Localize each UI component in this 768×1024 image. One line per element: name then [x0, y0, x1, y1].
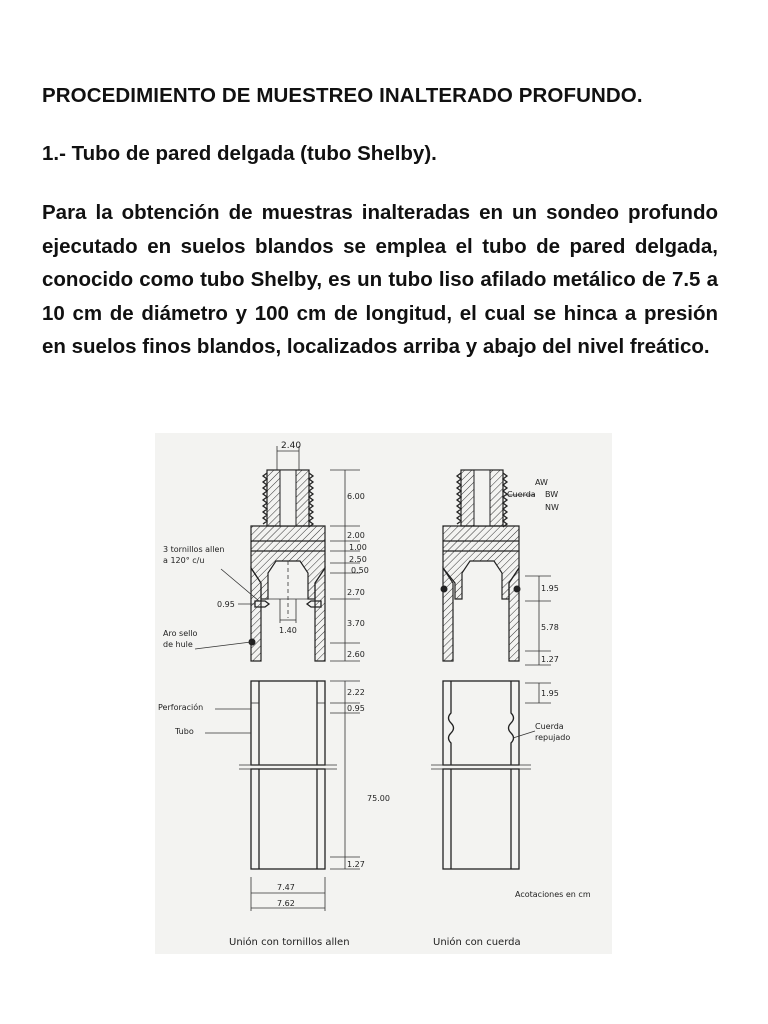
label-seal: Aro sello [163, 629, 198, 638]
caption-allen-union: Unión con tornillos allen [229, 937, 350, 948]
label-units: Acotaciones en cm [515, 890, 591, 899]
dim-outer-diam: 7.62 [277, 899, 295, 908]
label-bw: BW [545, 490, 559, 499]
thread-union-drawing [431, 470, 591, 948]
label-aw: AW [535, 478, 548, 487]
allen-union-drawing [158, 441, 390, 948]
left-sleeve-r [315, 568, 325, 661]
label-thread-embossed-2: repujado [535, 733, 571, 742]
shelby-tube-figure [155, 433, 612, 954]
label-tube: Tubo [175, 727, 194, 736]
section-heading: 1.- Tubo de pared delgada (tubo Shelby). [42, 142, 437, 165]
dim-t1: 2.22 [347, 688, 365, 697]
dim-side: 0.95 [217, 600, 235, 609]
label-screws-angle: a 120° c/u [163, 556, 205, 565]
dim-d6: 2.70 [347, 588, 365, 597]
label-seal-2: de hule [163, 640, 193, 649]
document-title: PROCEDIMIENTO DE MUESTREO INALTERADO PROFUNDO. [42, 84, 643, 107]
caption-thread-union: Unión con cuerda [433, 937, 521, 948]
dim-r1: 1.95 [541, 584, 559, 593]
dim-d1: 6.00 [347, 492, 365, 501]
dim-bottom: 1.27 [347, 860, 365, 869]
dim-d7: 3.70 [347, 619, 365, 628]
dim-d3: 1.00 [349, 543, 367, 552]
label-nw: NW [545, 503, 559, 512]
right-sleeve-l [443, 568, 453, 661]
right-tube-lower [443, 769, 519, 869]
right-tube-upper [443, 681, 519, 765]
dim-d5: 0.50 [351, 566, 369, 575]
label-thread: Cuerda [507, 490, 536, 499]
dim-r4: 1.95 [541, 689, 559, 698]
left-tube-lower [251, 769, 325, 869]
dim-d4: 2.50 [349, 555, 367, 564]
label-screws: 3 tornillos allen [163, 545, 225, 554]
right-sleeve-r [509, 568, 519, 661]
right-seal-ring-l [441, 586, 448, 593]
dim-inner: 1.40 [279, 626, 297, 635]
label-perforation: Perforación [158, 703, 204, 712]
body-paragraph: Para la obtención de muestras inalteradas en un sondeo profundo ejecutado en suelos blandos se emplea el tubo de pared delgada, conocido como tubo Shelby, es un tubo liso afilado metálico de 7.5 a 10 cm de diámetro y 100 cm de longitud, el cual se hinca a presión en suelos finos blandos, localizados arriba y abajo del nivel freático. [42, 201, 718, 359]
dim-r2: 5.78 [541, 623, 559, 632]
right-seal-ring-r [514, 586, 521, 593]
label-thread-embossed: Cuerda [535, 722, 564, 731]
left-sleeve-l [251, 568, 261, 661]
dim-r3: 1.27 [541, 655, 559, 664]
left-tube-upper [251, 681, 325, 765]
shelby-tube-diagram [155, 433, 612, 954]
dim-t2: 0.95 [347, 704, 365, 713]
dim-d2: 2.00 [347, 531, 365, 540]
dim-top-width: 2.40 [281, 441, 302, 451]
dim-length: 75.00 [367, 794, 390, 803]
dim-d8: 2.60 [347, 650, 365, 659]
dim-inner-diam: 7.47 [277, 883, 295, 892]
right-collar [443, 526, 519, 599]
